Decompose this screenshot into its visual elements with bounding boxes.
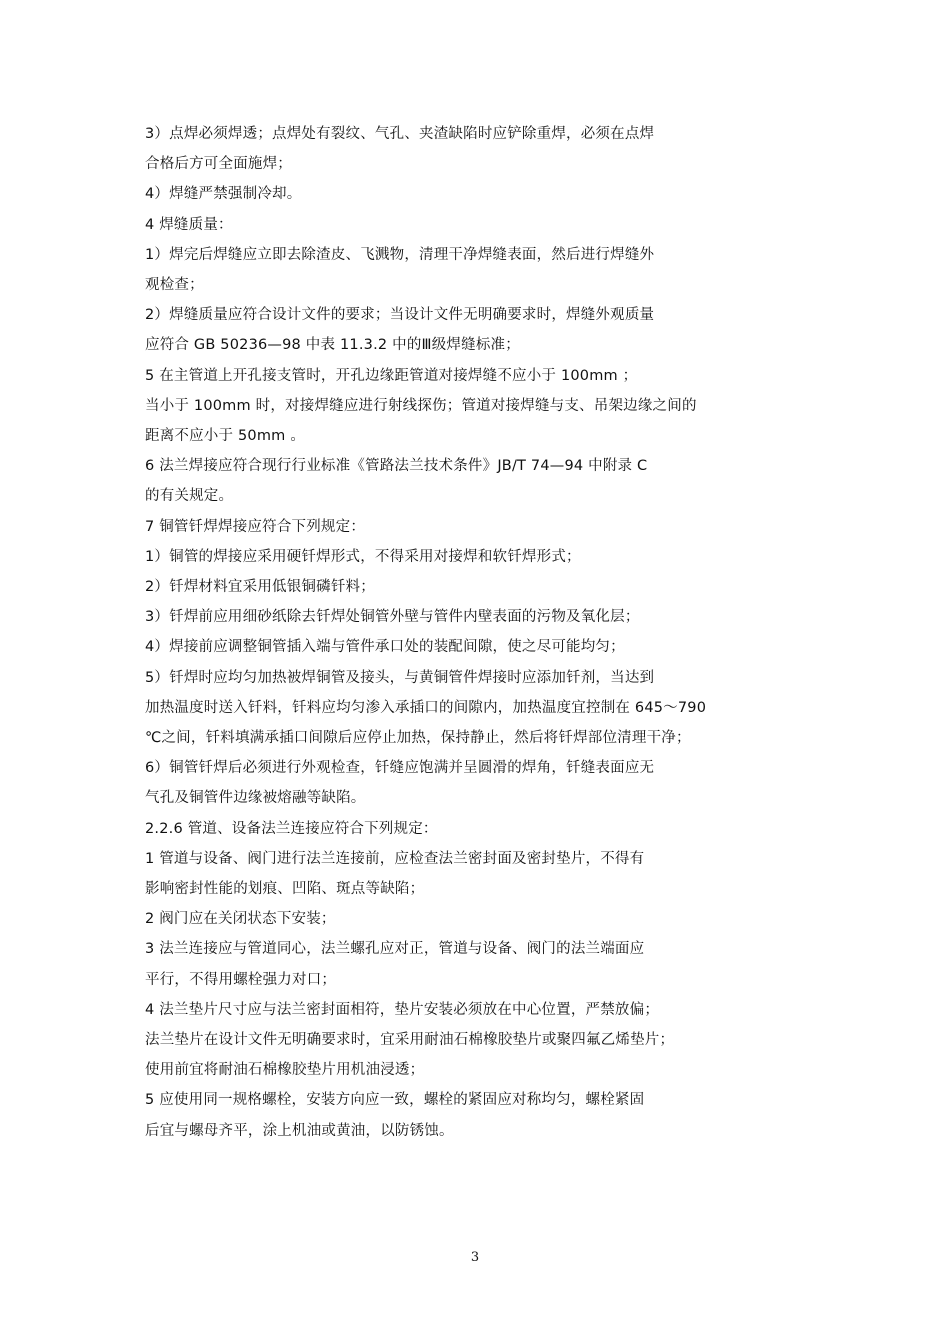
text-line: 4 法兰垫片尺寸应与法兰密封面相符，垫片安装必须放在中心位置，严禁放偏； <box>145 1001 660 1018</box>
text-line: 加热温度时送入钎料，钎料应均匀渗入承插口的间隙内，加热温度宜控制在 645～790 <box>145 699 707 716</box>
text-line: 2 阀门应在关闭状态下安装； <box>145 911 336 928</box>
text-line: 使用前宜将耐油石棉橡胶垫片用机油浸透； <box>145 1062 425 1079</box>
text-line: 4）焊缝严禁强制冷却。 <box>145 186 302 203</box>
text-line: 法兰垫片在设计文件无明确要求时，宜采用耐油石棉橡胶垫片或聚四氟乙烯垫片； <box>145 1032 675 1048</box>
text-line: 2）焊缝质量应符合设计文件的要求；当设计文件无明确要求时，焊缝外观质量 <box>145 307 655 324</box>
text-line: 距离不应小于 50mm 。 <box>145 428 306 444</box>
text-line: 3 法兰连接应与管道同心，法兰螺孔应对正，管道与设备、阀门的法兰端面应 <box>145 941 645 958</box>
text-line: 2）钎焊材料宜采用低银铜磷钎料； <box>145 579 375 595</box>
page-number: 3 <box>470 1250 480 1265</box>
text-line: 6）铜管钎焊后必须进行外观检查，钎缝应饱满并呈圆滑的焊角，钎缝表面应无 <box>145 760 655 777</box>
text-line: 4）焊接前应调整铜管插入端与管件承口处的装配间隙，使之尽可能均匀； <box>145 639 625 656</box>
text-line: 5 在主管道上开孔接支管时，开孔边缘距管道对接焊缝不应小于 100mm ； <box>145 367 638 384</box>
text-line: 5 应使用同一规格螺栓，安装方向应一致，螺栓的紧固应对称均匀，螺栓紧固 <box>145 1092 645 1109</box>
text-line: 2.2.6 管道、设备法兰连接应符合下列规定： <box>145 820 438 837</box>
text-line: 7 铜管钎焊焊接应符合下列规定： <box>145 518 366 535</box>
text-line: 1）铜管的焊接应采用硬钎焊形式，不得采用对接焊和软钎焊形式； <box>145 548 581 565</box>
text-line: 影响密封性能的划痕、凹陷、斑点等缺陷； <box>145 881 425 897</box>
text-line: 5）钎焊时应均匀加热被焊铜管及接头，与黄铜管件焊接时应添加钎剂，当达到 <box>145 669 655 686</box>
text-line: 气孔及铜管件边缘被熔融等缺陷。 <box>145 790 366 807</box>
text-line: 3）钎焊前应用细砂纸除去钎焊处铜管外壁与管件内壁表面的污物及氧化层； <box>145 609 640 626</box>
text-line: 合格后方可全面施焊； <box>145 156 292 173</box>
text-line: 观检查； <box>145 277 204 293</box>
text-line: 后宜与螺母齐平，涂上机油或黄油，以防锈蚀。 <box>145 1122 454 1139</box>
text-line: 1）焊完后焊缝应立即去除渣皮、飞溅物，清理干净焊缝表面，然后进行焊缝外 <box>145 246 655 263</box>
text-line: ℃之间，钎料填满承插口间隙后应停止加热，保持静止，然后将钎焊部位清理干净； <box>145 730 691 746</box>
text-line: 3）点焊必须焊透；点焊处有裂纹、气孔、夹渣缺陷时应铲除重焊，必须在点焊 <box>145 126 655 142</box>
text-line: 4 焊缝质量： <box>145 216 233 233</box>
text-line: 平行，不得用螺栓强力对口； <box>145 971 337 988</box>
text-line: 当小于 100mm 时，对接焊缝应进行射线探伤；管道对接焊缝与支、吊架边缘之间的 <box>145 397 697 414</box>
text-line: 1 管道与设备、阀门进行法兰连接前，应检查法兰密封面及密封垫片，不得有 <box>145 850 645 867</box>
text-line: 的有关规定。 <box>145 488 234 505</box>
text-line: 应符合 GB 50236—98 中表 11.3.2 中的Ⅲ级焊缝标准； <box>145 337 520 354</box>
text-line: 6 法兰焊接应符合现行行业标准《管路法兰技术条件》JB/T 74—94 中附录 C <box>145 458 648 475</box>
